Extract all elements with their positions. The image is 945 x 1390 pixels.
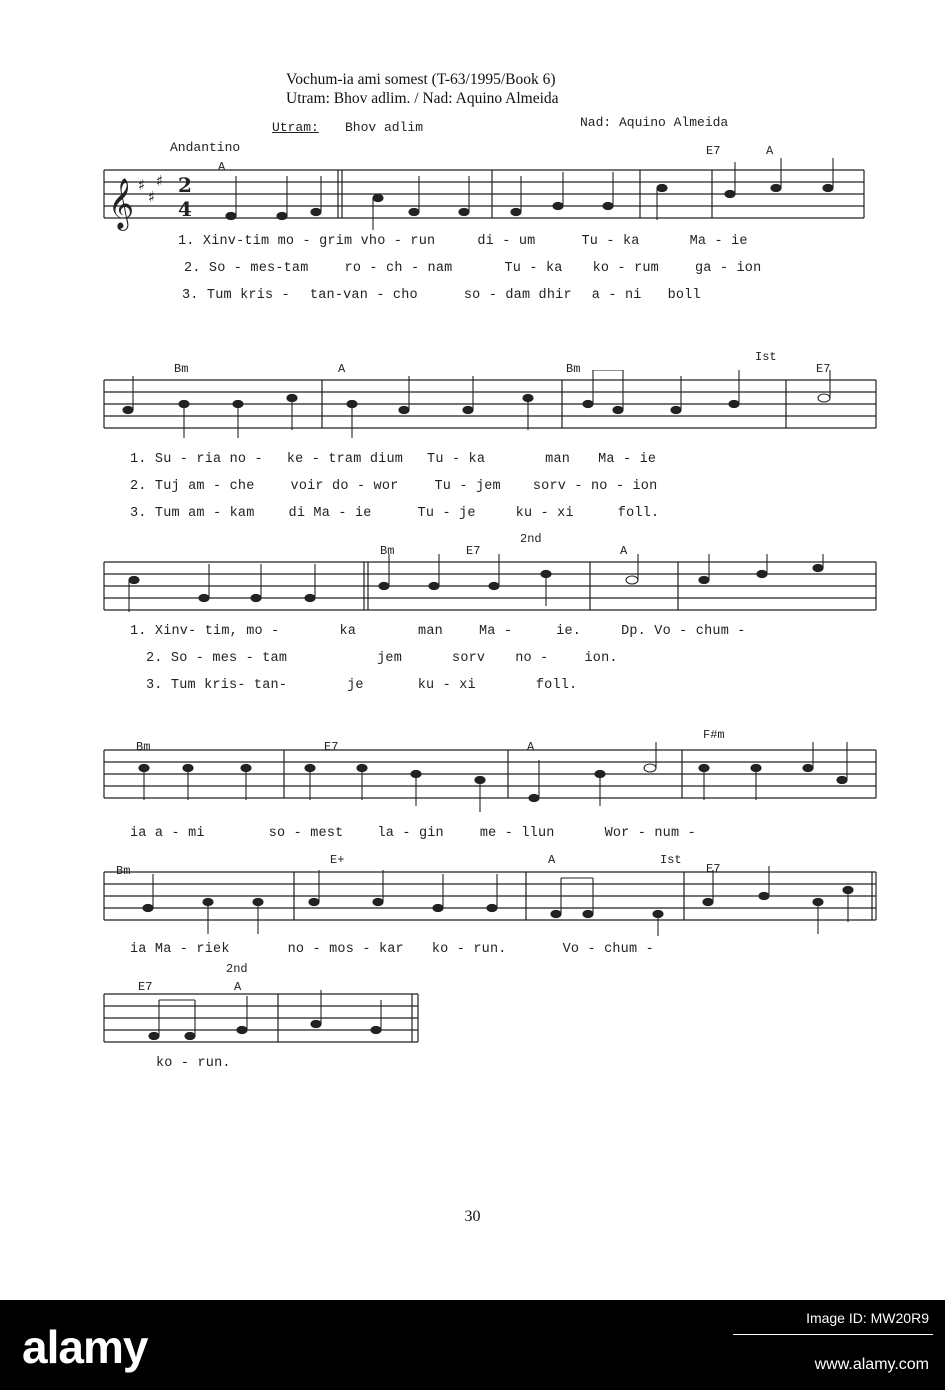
staff-system-5 bbox=[100, 864, 880, 936]
svg-text:2: 2 bbox=[178, 173, 192, 197]
staff-system-1 bbox=[96, 158, 871, 232]
song-credits: Utram: Bhov adlim. / Nad: Aquino Almeida bbox=[286, 90, 559, 107]
song-title: Vochum-ia ami somest (T-63/1995/Book 6) bbox=[286, 71, 556, 88]
lyric-line: ko - run. bbox=[156, 1056, 231, 1071]
chord-label: E7 bbox=[466, 544, 481, 558]
lyric-line: 2. Tuj am - che voir do - wor Tu - jem sorv - no - ion bbox=[130, 479, 658, 494]
utram-label: Utram: bbox=[272, 120, 319, 135]
staff-system-3 bbox=[100, 554, 880, 626]
lyric-line: 2. So - mes - tam jem sorv no - ion. bbox=[146, 651, 618, 666]
svg-text:♯: ♯ bbox=[148, 188, 156, 206]
chord-label: E7 bbox=[706, 144, 721, 158]
utram-value: Bhov adlim bbox=[345, 120, 424, 135]
lyric-line: 3. Tum kris - tan-van - cho so - dam dhir a - ni boll bbox=[182, 288, 701, 303]
chord-label: A bbox=[766, 144, 774, 158]
chord-label: 2nd bbox=[226, 962, 248, 976]
chord-label: E7 bbox=[706, 862, 721, 876]
lyric-line: 3. Tum kris- tan- je ku - xi foll. bbox=[146, 678, 578, 693]
tempo-marking: Andantino bbox=[170, 140, 241, 155]
chord-label: Bm bbox=[566, 362, 581, 376]
chord-label: E+ bbox=[330, 853, 345, 867]
staff-system-2 bbox=[100, 370, 880, 450]
chord-label: A bbox=[527, 740, 535, 754]
chord-label: E7 bbox=[816, 362, 831, 376]
lyric-line: 2. So - mes-tam ro - ch - nam Tu - ka ko - rum ga - ion bbox=[184, 261, 762, 276]
staff-system-4 bbox=[100, 742, 880, 814]
chord-label: Bm bbox=[174, 362, 189, 376]
nad-credit: Nad: Aquino Almeida bbox=[580, 115, 729, 130]
chord-label: Bm bbox=[136, 740, 151, 754]
chord-label: A bbox=[218, 160, 226, 174]
site-url: www.alamy.com bbox=[814, 1356, 929, 1373]
chord-label: F#m bbox=[703, 728, 725, 742]
svg-text:♯: ♯ bbox=[156, 172, 164, 190]
chord-label: Ist bbox=[660, 853, 682, 867]
lyric-line: ia a - mi so - mest la - gin me - llun Wor - num - bbox=[130, 826, 696, 841]
page-number: 30 bbox=[464, 1208, 481, 1225]
chord-label: 2nd bbox=[520, 532, 542, 546]
alamy-logo: alamy bbox=[22, 1321, 148, 1373]
lyric-line: 1. Xinv- tim, mo - ka man Ma - ie. Dp. Vo - chum - bbox=[130, 624, 746, 639]
staff-system-6 bbox=[100, 986, 430, 1058]
svg-text:4: 4 bbox=[178, 197, 192, 221]
svg-text:𝄞: 𝄞 bbox=[108, 178, 135, 229]
svg-text:♯: ♯ bbox=[138, 176, 146, 194]
chord-label: Bm bbox=[380, 544, 395, 558]
lyric-line: 1. Su - ria no - ke - tram dium Tu - ka man Ma - ie bbox=[130, 452, 657, 467]
lyric-line: ia Ma - riek no - mos - kar ko - run. Vo - chum - bbox=[130, 942, 654, 957]
chord-label: E7 bbox=[324, 740, 339, 754]
chord-label: E7 bbox=[138, 980, 153, 994]
chord-label: Bm bbox=[116, 864, 131, 878]
lyric-line: 3. Tum am - kam di Ma - ie Tu - je ku - xi foll. bbox=[130, 506, 660, 521]
image-id: Image ID: MW20R9 bbox=[806, 1310, 929, 1326]
watermark-banner bbox=[0, 1300, 945, 1390]
divider bbox=[733, 1334, 933, 1335]
chord-label: A bbox=[338, 362, 346, 376]
chord-label: A bbox=[620, 544, 628, 558]
chord-label: A bbox=[548, 853, 556, 867]
chord-label: Ist bbox=[755, 350, 777, 364]
lyric-line: 1. Xinv-tim mo - grim vho - run di - um Tu - ka Ma - ie bbox=[178, 234, 748, 249]
chord-label: A bbox=[234, 980, 242, 994]
